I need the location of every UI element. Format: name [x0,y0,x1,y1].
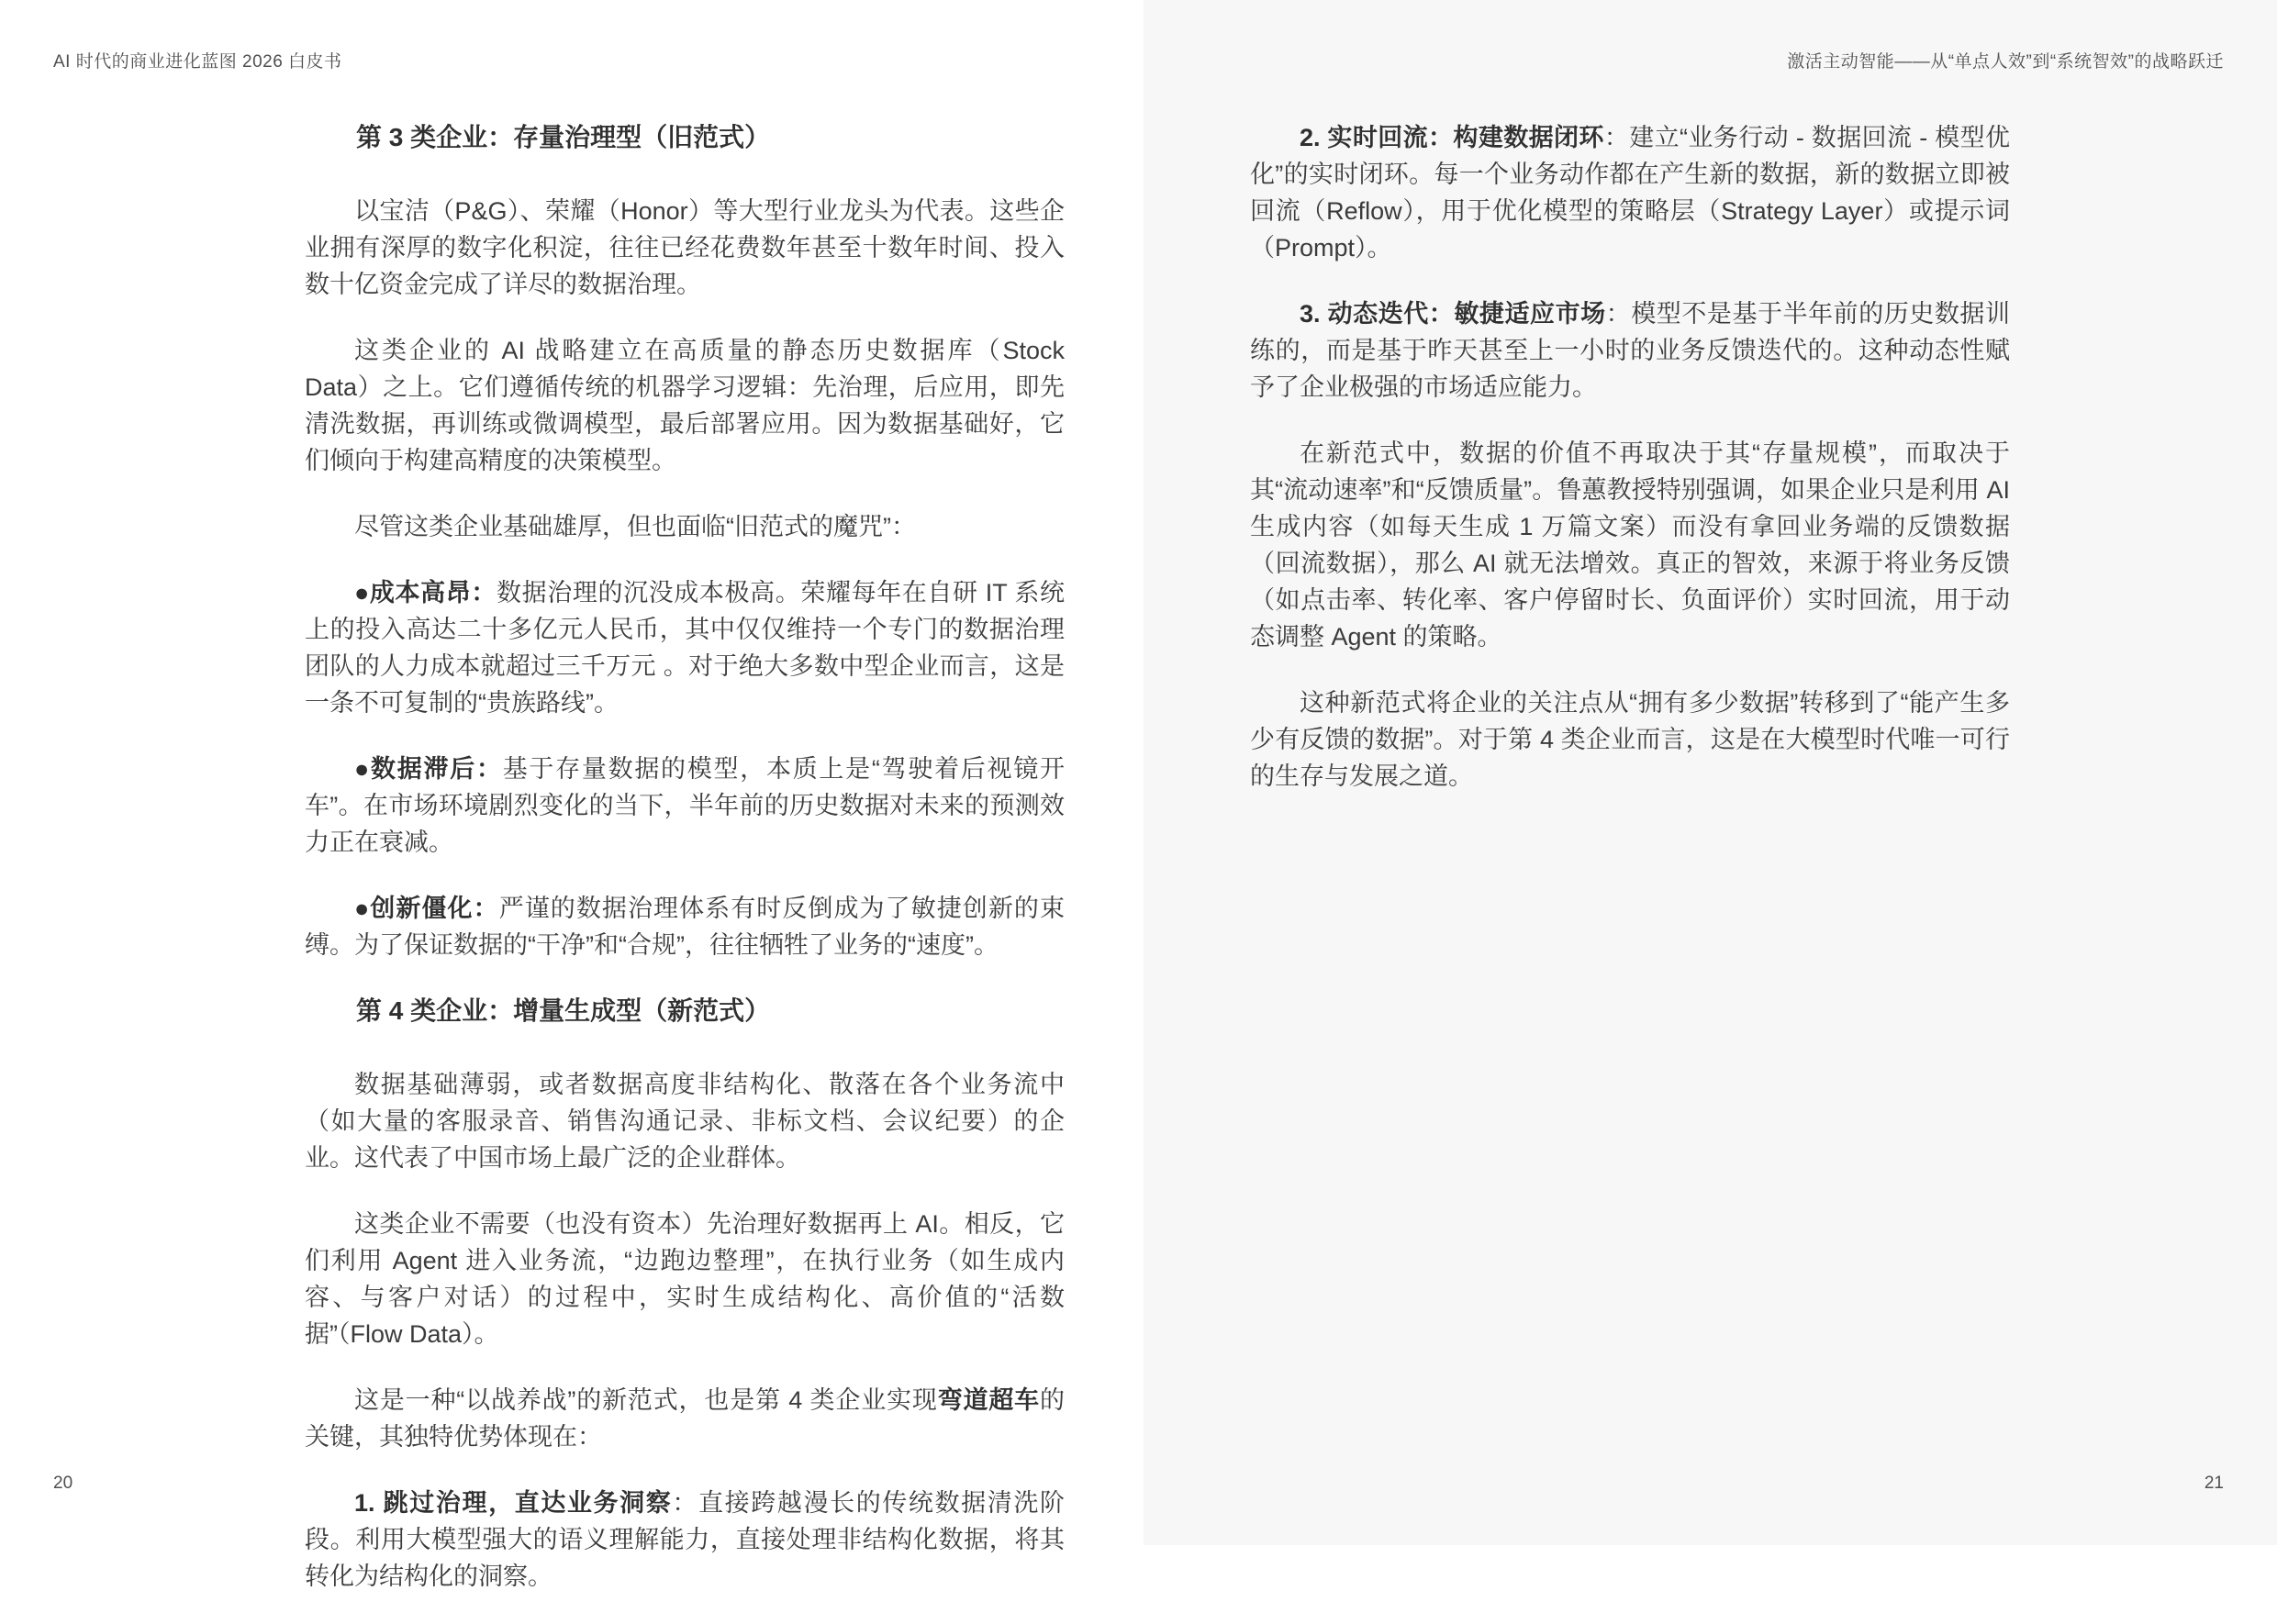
paragraph [305,1485,1065,1595]
paragraph [305,332,1065,479]
text-run: ：模型不是基于半年前的历史数据训练的，而是基于昨天甚至上一小时的业务反馈迭代的。这种动态性赋予了企业极强的市场适应能力。 [1250,300,2010,401]
paragraph [1250,295,2010,406]
text-run: ：建立“业务行动 - 数据回流 - 模型优化”的实时闭环。每一个业务动作都在产生新的数据，新的数据立即被回流（Reflow），用于优化模型的策略层（Strategy Layer）或提示词（Prompt）。 [1250,124,2010,261]
text-run: ：直接跨越漫长的传统数据清洗阶段。利用大模型强大的语义理解能力，直接处理非结构化数据，将其转化为结构化的洞察。 [305,1489,1065,1590]
text-run: 在新范式中，数据的价值不再取决于其“存量规模”，而取决于其“流动速率”和“反馈质量”。鲁蕙教授特别强调，如果企业只是利用 AI 生成内容（如每天生成 1 万篇文案）而没有拿回业务端的反馈数据（回流数据），那么 AI 就无法增效。真正的智效，来源于将业务反馈（如点击率、转化率、客户停留时长、负面评价）实时回流，用于动态调整 Agent 的策略。 [1250,439,2010,651]
text-run: 尽管这类企业基础雄厚，但也面临“旧范式的魔咒”： [354,513,916,540]
paragraph [1250,684,2010,795]
section-heading [305,993,1065,1029]
text-run: 的关键，其独特优势体现在： [305,1386,1065,1451]
text-run: 这种新范式将企业的关注点从“拥有多少数据”转移到了“能产生多少有反馈的数据”。对于第 4 类企业而言，这是在大模型时代唯一可行的生存与发展之道。 [1250,689,2010,790]
paragraph [305,574,1065,721]
paragraph [305,1206,1065,1352]
paragraph [305,1382,1065,1455]
bold-text-run: 1. 跳过治理，直达业务洞察 [354,1489,673,1517]
paragraph [305,751,1065,861]
page-left [0,0,1144,1590]
bold-text-run: 第 3 类企业：存量治理型（旧范式） [356,123,771,151]
bold-text-run: 第 4 类企业：增量生成型（新范式） [356,996,771,1025]
bold-text-run: 3. 动态迭代：敏捷适应市场 [1300,300,1606,328]
bold-text-run: ●数据滞后： [354,755,503,783]
text-run: 这类企业不需要（也没有资本）先治理好数据再上 AI。相反，它们利用 Agent 进入业务流，“边跑边整理”，在执行业务（如生成内容、与客户对话）的过程中，实时生成结构化、高价值的“活数据”（Flow Data）。 [305,1210,1065,1348]
running-header-left: AI 时代的商业进化蓝图 2026 白皮书 [53,52,342,72]
text-run: 基于存量数据的模型，本质上是“驾驶着后视镜开车”。在市场环境剧烈变化的当下，半年前的历史数据对未来的预测效力正在衰减。 [305,755,1065,856]
paragraph [305,193,1065,303]
bold-text-run: ●成本高昂： [354,579,497,606]
page-number-right: 21 [2204,1474,2224,1493]
paragraph [305,1066,1065,1176]
paragraph [305,508,1065,545]
bold-text-run: 弯道超车 [937,1386,1040,1414]
text-run: 严谨的数据治理体系有时反倒成为了敏捷创新的束缚。为了保证数据的“干净”和“合规”，往往牺牲了业务的“速度”。 [305,895,1065,959]
bold-text-run: 2. 实时回流：构建数据闭环 [1300,124,1604,151]
text-run: 数据基础薄弱，或者数据高度非结构化、散落在各个业务流中（如大量的客服录音、销售沟通记录、非标文档、会议纪要）的企业。这代表了中国市场上最广泛的企业群体。 [305,1071,1065,1172]
page-left-body-column [305,119,1065,1624]
page-right-body-column [1250,119,2010,824]
text-run: 这是一种“以战养战”的新范式，也是第 4 类企业实现 [354,1386,938,1414]
paragraph [1250,435,2010,655]
text-run: 这类企业的 AI 战略建立在高质量的静态历史数据库（Stock Data）之上。它们遵循传统的机器学习逻辑：先治理，后应用，即先清洗数据，再训练或微调模型，最后部署应用。因为数据基础好，它们倾向于构建高精度的决策模型。 [305,337,1065,474]
paragraph [1250,119,2010,266]
text-run: 数据治理的沉没成本极高。荣耀每年在自研 IT 系统上的投入高达二十多亿元人民币，其中仅仅维持一个专门的数据治理团队的人力成本就超过三千万元 。对于绝大多数中型企业而言，这是一条不可复制的“贵族路线”。 [305,579,1066,717]
page-right [1144,0,2277,1545]
paragraph [305,890,1065,963]
section-heading [305,119,1065,156]
page-number-left: 20 [53,1474,73,1493]
running-header-right: 激活主动智能——从“单点人效”到“系统智效”的战略跃迁 [1787,52,2224,72]
bold-text-run: ●创新僵化： [354,895,499,922]
text-run: 以宝洁（P&G）、荣耀（Honor）等大型行业龙头为代表。这些企业拥有深厚的数字化积淀，往往已经花费数年甚至十数年时间、投入数十亿资金完成了详尽的数据治理。 [305,197,1065,298]
